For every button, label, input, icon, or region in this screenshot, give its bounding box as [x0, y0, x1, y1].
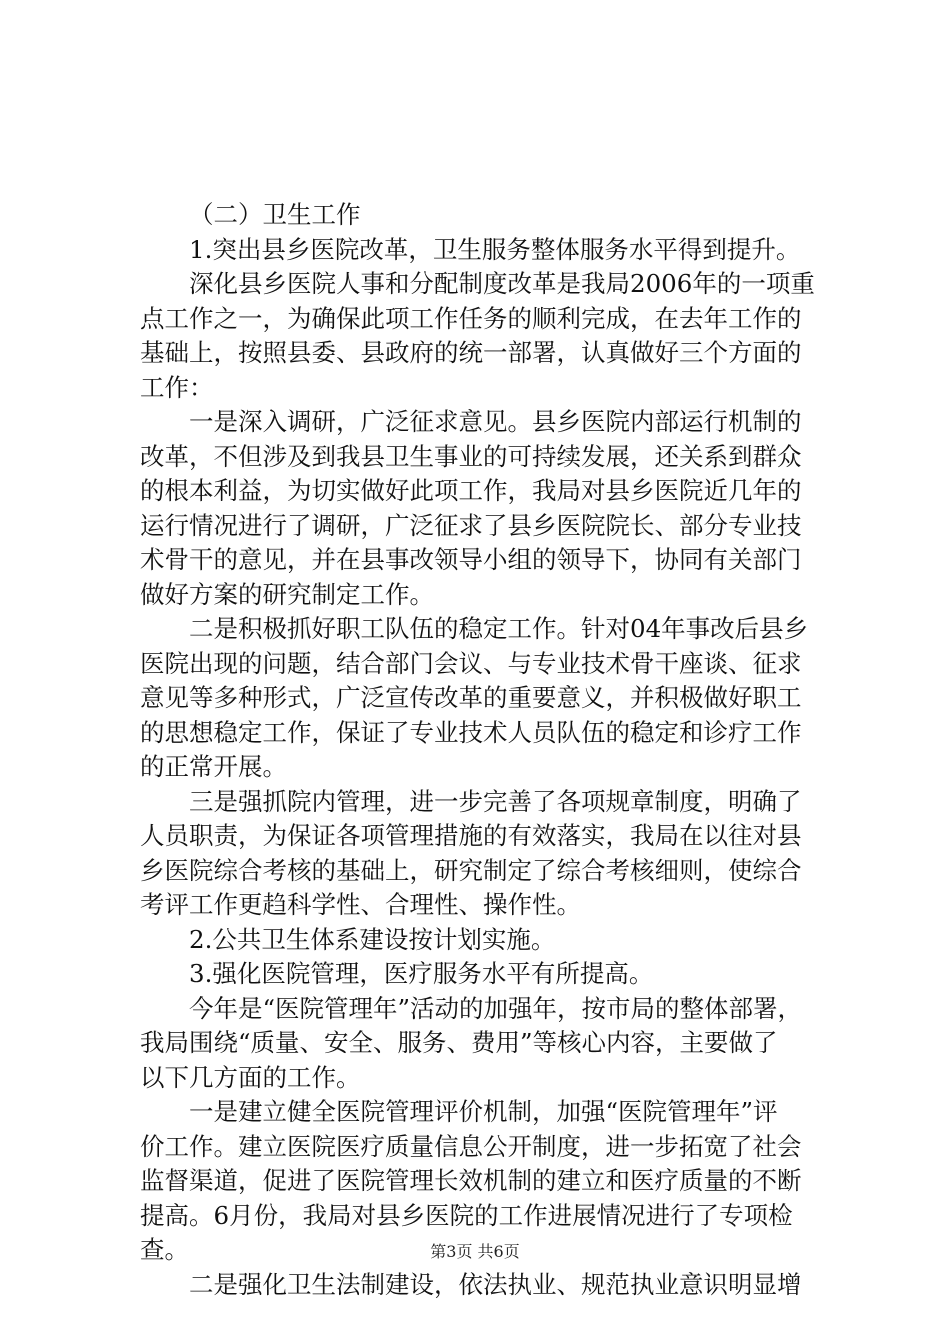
text-line: 今年是“医院管理年”活动的加强年，按市局的整体部署，: [189, 993, 803, 1023]
text-line: 价工作。建立医院医疗质量信息公开制度，进一步拓宽了社会: [140, 1131, 802, 1161]
text-line: 的根本利益，为切实做好此项工作，我局对县乡医院近几年的: [140, 476, 802, 505]
text-line: 3.强化医院管理，医疗服务水平有所提高。: [189, 959, 654, 988]
text-line: 乡医院综合考核的基础上，研究制定了综合考核细则，使综合: [140, 855, 802, 885]
text-line: 二是积极抓好职工队伍的稳定工作。针对04年事改后县乡: [189, 614, 809, 643]
text-line: 2.公共卫生体系建设按计划实施。: [189, 924, 556, 954]
text-line: 改革，不但涉及到我县卫生事业的可持续发展，还关系到群众: [140, 441, 802, 471]
text-line: 人员职责，为保证各项管理措施的有效落实，我局在以往对县: [140, 821, 802, 850]
text-line: 以下几方面的工作。: [140, 1062, 361, 1092]
document-body: [140, 198, 840, 1302]
text-line: 术骨干的意见，并在县事改领导小组的领导下，协同有关部门: [140, 545, 802, 574]
text-line: 我局围绕“质量、安全、服务、费用”等核心内容，主要做了: [140, 1028, 778, 1057]
text-line: 一是深入调研，广泛征求意见。县乡医院内部运行机制的: [189, 407, 802, 436]
text-line: 提高。6月份，我局对县乡医院的工作进展情况进行了专项检: [140, 1200, 793, 1230]
text-line: 二是强化卫生法制建设，依法执业、规范执业意识明显增: [189, 1269, 802, 1299]
text-line: 意见等多种形式，广泛宣传改革的重要意义，并积极做好职工: [140, 683, 802, 712]
text-line: 基础上，按照县委、县政府的统一部署，认真做好三个方面的: [140, 338, 802, 367]
text-line: 考评工作更趋科学性、合理性、操作性。: [140, 890, 581, 919]
text-line: 点工作之一，为确保此项工作任务的顺利完成，在去年工作的: [140, 303, 802, 333]
text-line: 医院出现的问题，结合部门会议、与专业技术骨干座谈、征求: [140, 648, 802, 678]
text-line: 监督渠道，促进了医院管理长效机制的建立和医疗质量的不断: [140, 1166, 802, 1195]
text-line: 工作：: [140, 372, 214, 402]
text-line: 一是建立健全医院管理评价机制，加强“医院管理年”评: [189, 1097, 778, 1126]
text-line: 查。: [140, 1235, 189, 1264]
page-number-footer: 第3页 共6页: [430, 1242, 520, 1261]
text-line: 1.突出县乡医院改革，卫生服务整体服务水平得到提升。: [189, 234, 801, 264]
text-line: 的正常开展。: [140, 752, 287, 781]
text-line: 运行情况进行了调研，广泛征求了县乡医院院长、部分专业技: [140, 510, 802, 540]
text-line: （二）卫生工作: [189, 200, 361, 229]
text-line: 做好方案的研究制定工作。: [140, 579, 434, 609]
text-line: 深化县乡医院人事和分配制度改革是我局2006年的一项重: [189, 269, 815, 298]
text-line: 三是强抓院内管理，进一步完善了各项规章制度，明确了: [189, 786, 802, 816]
text-line: 的思想稳定工作，保证了专业技术人员队伍的稳定和诊疗工作: [140, 717, 802, 747]
